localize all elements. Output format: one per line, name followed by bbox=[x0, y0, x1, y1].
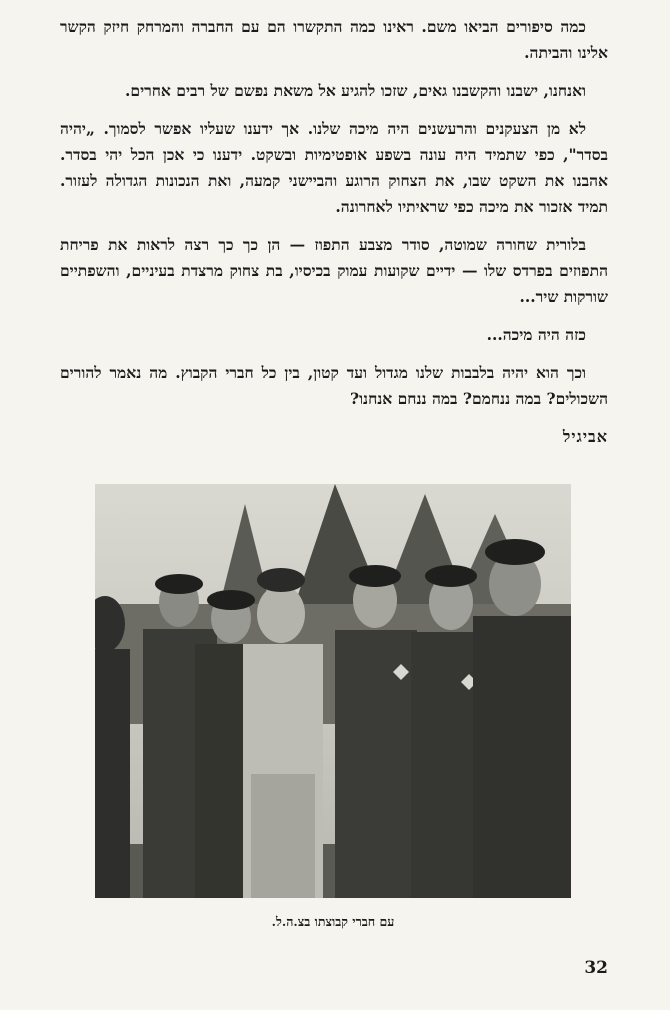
paragraph-6: וכך הוא יהיה בלבבות שלנו מגדול ועד קטון, בין כל חברי הקבוץ. מה נאמר להורים השכולים? במה ננחמם? במה ננחם אנחנו? bbox=[60, 363, 608, 408]
page-number: 32 bbox=[584, 958, 608, 978]
paragraph-3: לא מן הצעקנים והרעשנים היה מיכה שלנו. אך ידענו שעליו אפשר לסמוך. „יהיה בסדר", כפי שתמיד היה עונה בשפע אופטימיות ובשקט. ידענו כי אכן הכל יהי בסדר. אהבנו את השקט שבו, את הצחוק הרוגע והביישני קמעה, ואת הנכונות הגדולה לעזור. תמיד אזכור את מיכה כפי שראיתיו לאחרונה. bbox=[60, 119, 608, 216]
author-signature: אביגיל bbox=[562, 427, 608, 446]
group-photo-illustration bbox=[95, 484, 571, 898]
paragraph-1: כמה סיפורים הביאו משם. ראינו כמה התקשרו הם עם החברה והמרחק חיזק הקשר אלינו והביתה. bbox=[60, 17, 608, 62]
paragraph-4: בלורית שחורה שמוטה, סודר מצבע התפוז — הן כך כך רצה לראות את פריחת התפוזים בפרדס שלו — ידיים שקועות עמוק בכיסיו, בת צחוק מרצדת בעיניים, והשפתיים שורקות שיר... bbox=[60, 235, 608, 306]
article-text bbox=[60, 14, 608, 466]
photo-caption: עם חברי קבוצתו בצ.ה.ל. bbox=[271, 914, 395, 929]
group-photo bbox=[95, 484, 571, 898]
paragraph-5: כזה היה מיכה... bbox=[486, 325, 586, 344]
paragraph-2: ואנחנו, ישבנו והקשבנו גאים, שזכו להגיע אל משאת נפשם של רבים אחרים. bbox=[125, 81, 586, 100]
